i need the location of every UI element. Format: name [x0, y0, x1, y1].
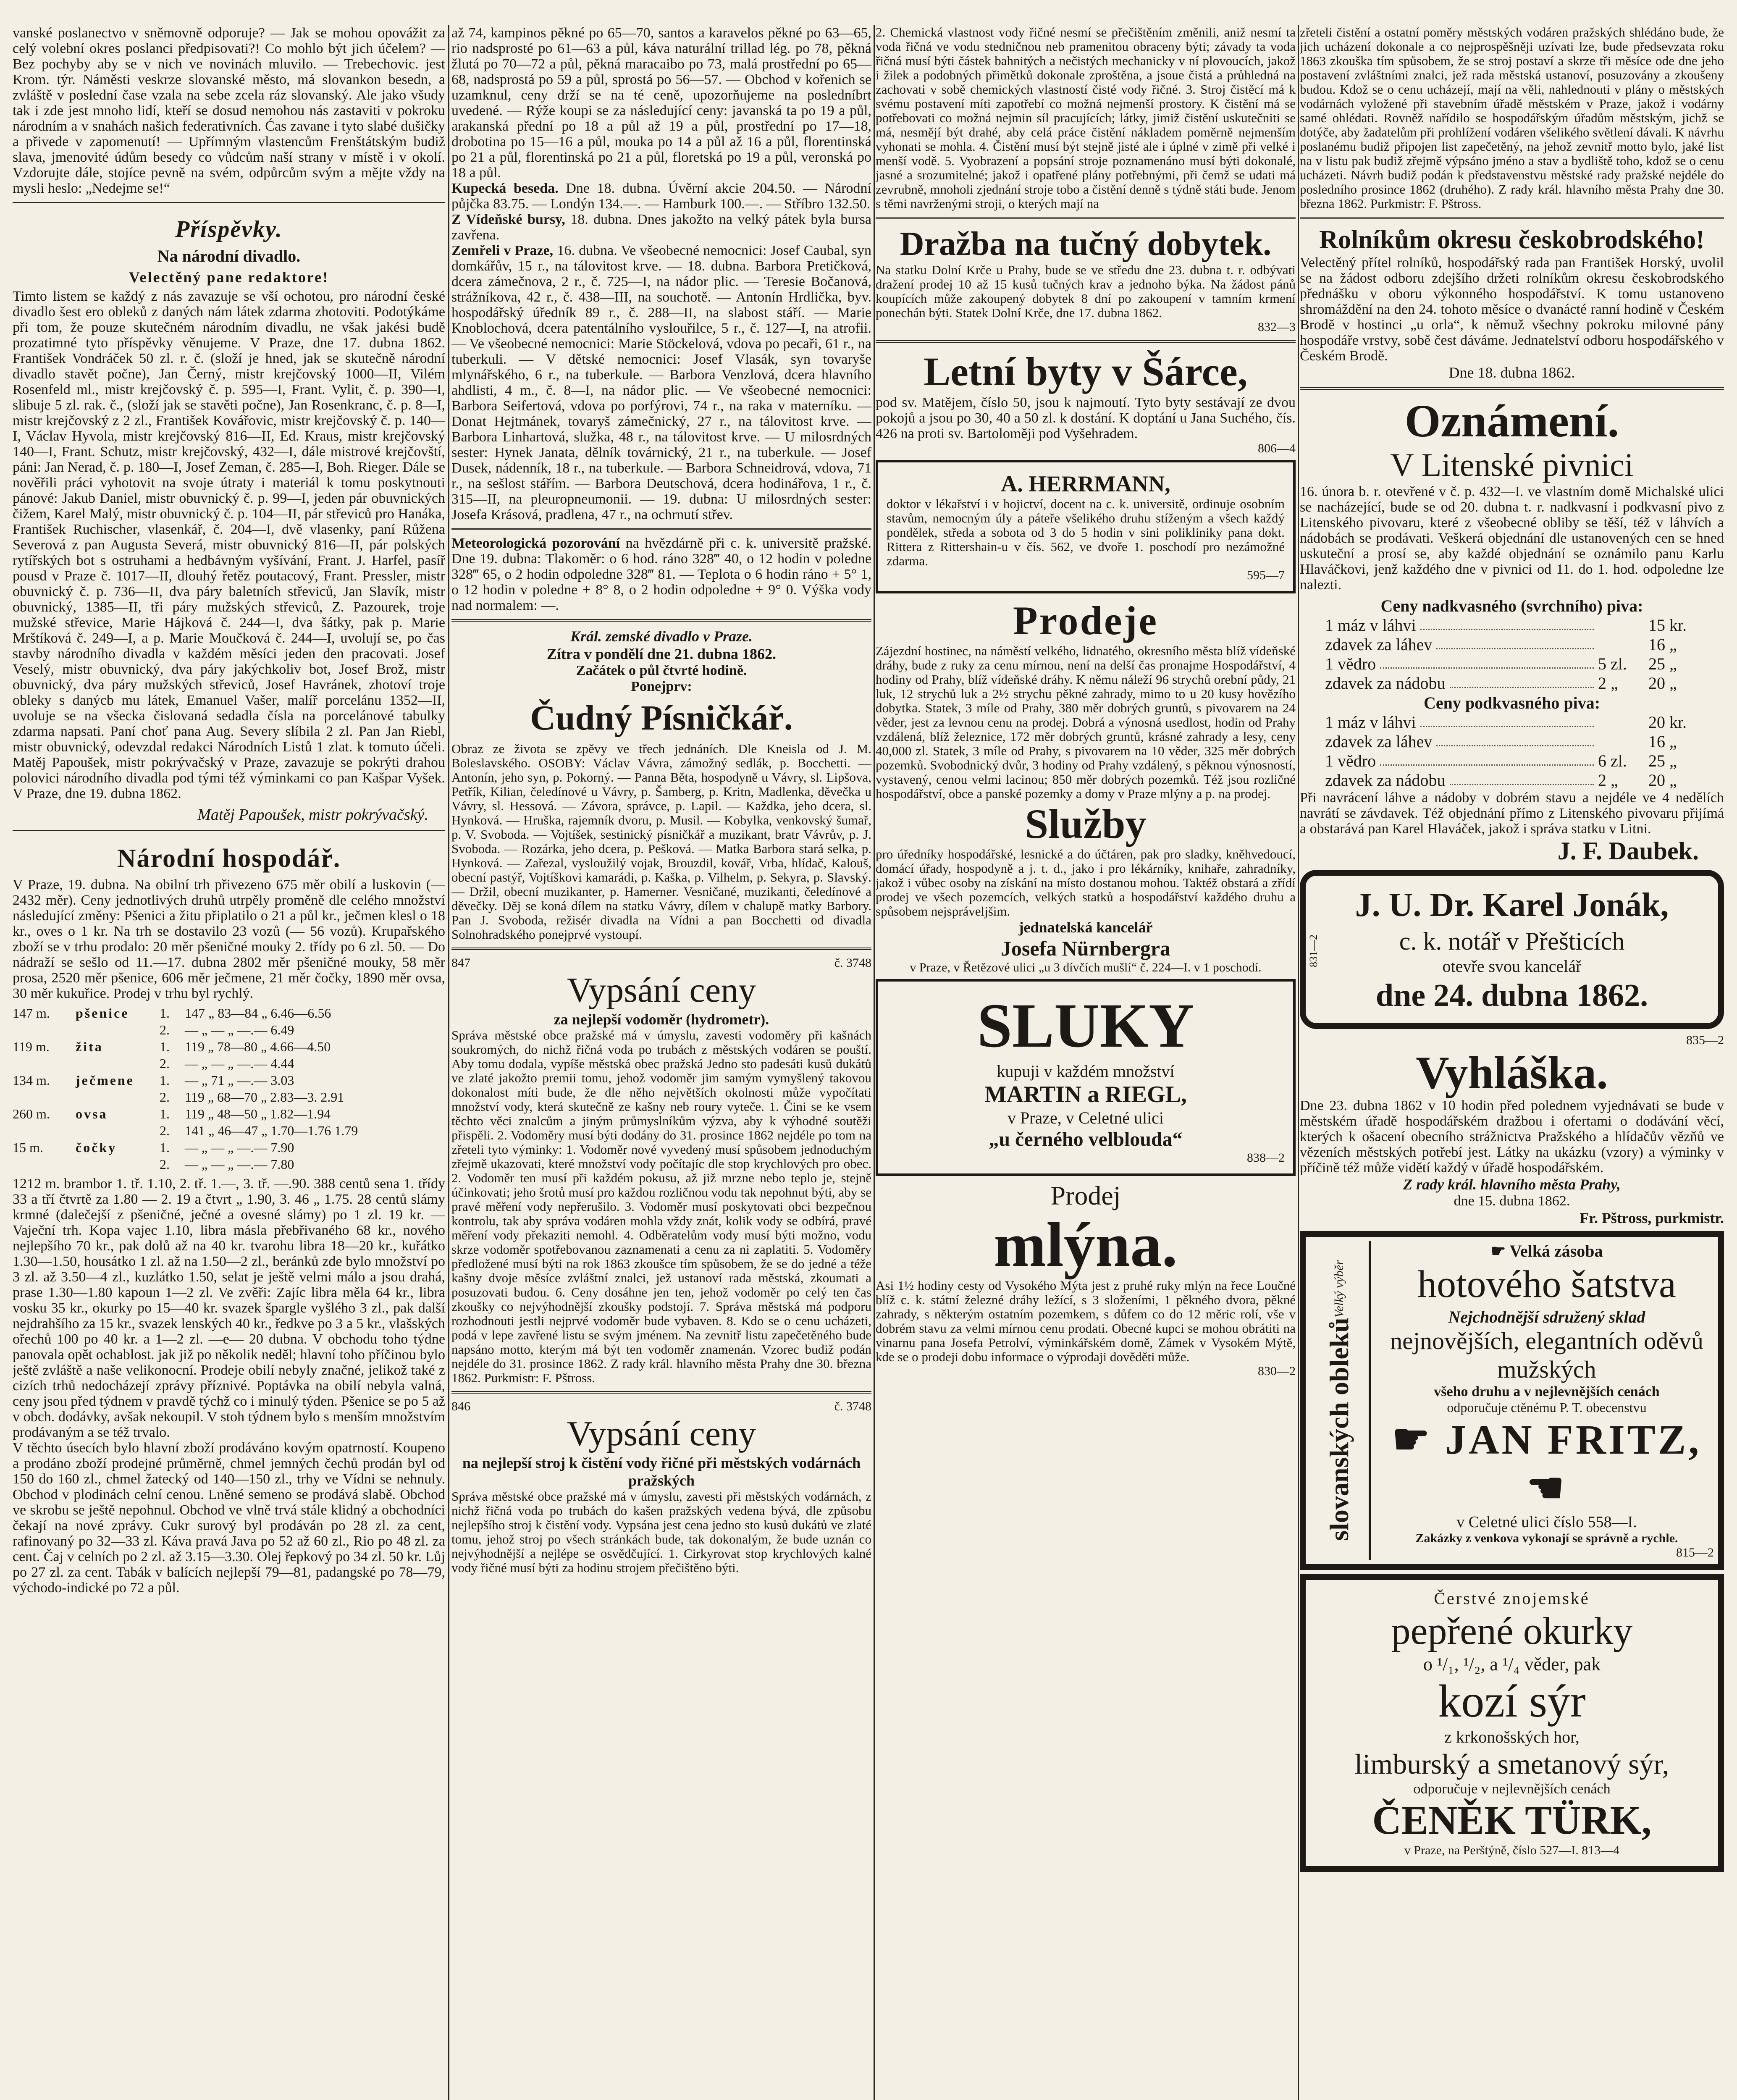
- farmers-date: Dne 18. dubna 1862.: [1448, 364, 1575, 381]
- divider: [13, 830, 445, 831]
- theatre-cast: Obraz ze života se zpěvy ve třech jednáních. Dle Kneisla od J. M. Boleslavského. OSOBY: Václav Vávra, zámožný sedlák, p. Bocchetti. — Antonín, jeho syn, p. Pokorný. — Panna Běta, hospodyně u Vávry, sl. Lipšova, Petřík, Kilian, čeledínové u Vávry, p. Šamberg, p. Kritn, Madlenka, děvečka u Vávry, sl. Hessová. — Závora, správce, p. Lapil. — Každka, jeho dcera, sl. Hynková. — Hruška, rajemník dvoru, p. Musil. — Kobylka, venkovský šumař, p. V. Svoboda. — Vojtíšek, sestinický písničkář a muzikant, bratr Vávrův, p. J. Svoboda. — Rozárka, jeho dcera, p. Pešková. — Matka Barbora stará selka, p. Hynková. — Zařezal, vysloužilý vojak, Brouzdil, kovář, Vrba, hlídač, Kalouš, obecní pastýř, Vojtíškovi kamarádi, p. Kaška, p. Vilhelm, p. Sekyra, p. Slavský. — Držil, obecní muzikanter, p. Hamerner. Vesničané, muzikanti, čeledínové a děvečky. Děj se koná dílem na statku Vávry, dílem v chalupě matky Barbory. Pan J. Svoboda, režisér divadla na Vídni a pan Bocchetti od divadla Solnohradského ponejprvé vystoupí.: [451, 741, 871, 942]
- donations-text: Timto listem se každý z nás zavazuje se vší ochotou, pro národní české divadlo šest ero obleků z daných nám látek zdarma zhotoviti. Podotýkáme při tom, že pouze skutečném národním divadlu, ne však jakési budě prozatimné tyto příspěvky věnujeme. V Praze, dne 17. dubna 1862. František Vondráček 50 zl. r. č. (složí je hned, jak se skutečně národní divadlo stavět počne), Jan Černý, mistr krejčovský 1000—II, Vilém Rosenfeld ml., mistr krejčovský č. p. 595—I, Frant. Vylit, č. p. 390—I, slibuje 5 zl. rak. č., (složí jak se stavěti počne), Jan Rosenkranc, č. p. 8—I, mistr krejčovský z 2 zl., František Kovářovic, mistr krejčovský č. p. 140—I, Václav Hyvola, mistr krejčovský 816—II, Ed. Kraus, mistr krejčovský 140—I, Frant. Schutz, mistr krejčovský, 432—I, dále mistrové krejčovští, páni: Jan Nerad, č. p. 180—I, Josef Zeman, č. 285—I, Boh. Rieger. Dále se nověřili práci vyhotovit na svoje útraty i materiál k tomu poskytnouti pánové: Jakub Daniel, mistr obuvnický č. p. 99—I, jeden pár obuvnických čižem, Karel Malý, mistr obuvnický č. p. 104—II, pár střeviců pro Hanáka, František Ruchischer, vlasenkář, č. 204—I, dvě vlasenky, paní Růžena Severová z pan Augusta Severá, mistr obuvnický 816—II, pár polských rytířských bot s ostruhami a hedbávným vyšívání, Frant. J. Harfel, pasíř pousd v Praze č. 1017—II, dlouhý řetěz poutacový, Frant. Pressler, mistr obuvnický č. p. 736—II, dva páry baletních střeviců, Jan Slavík, mistr obuvnický, 1385—II, tři páry mužských střeviců, Z. Pazourek, troje mužské střevice, Marie Hájková č. 244—I, dva šátky, pak p. Marie Mrštíková č. 249—I, a p. Marie Moučková č. 244—I, uvolují se, po čas stavby národního divadla v každém měsíci jeden den pracovati. Josef Veselý, mistr obuvnický, dva páry jakýchkoliv bot, Josef Brož, mistr obuvnický, dva páry mužských střeviců, Josef Havránek, zhotoví troje obleky s danýcb mu látek, Emanuel Vašer, malíř porcelánu 1352—II, uvoluje se na všecka čislovaná sedadla čísla na porcelánové tabulky zdarma napsati. Paní choť pana Aug. Severy slíbila 2 zl. Pan Jan Riebl, mistr obuvnický, odevzdal redakci Národních Listů 1 zlat. k tomuto účeli. Matěj Papoušek, mistr pokrývačský v Praze, zavazuje se pokrýti drahou polovici národního divadla pod tými též výminkami co pan Kašpar Vyšek. V Praze, dne 19. dubna 1862.: [13, 289, 445, 801]
- mill-text: Asi 1½ hodiny cesty od Vysokého Mýta jest z pruhé ruky mlýn na řece Loučné blíž c. k. státní železné dráhy ležící, s 3 složeními, 1 pěkného dvora, pěkné zahrady, s některým ostatním pozemkem, s důfem co do 12 měric rolí, vše v dobrém stavu za velmi mírnou cenu prodati. Obecné kupci se mohou obrátiti na vinarnu pana Josefa Petrolví, výminkářském domě, Zámek v Vysokém Mýtě, kde se o prodeji dobu informace o výprodaji dověděti může.: [876, 1278, 1296, 1364]
- ad-number: 595—7: [1247, 568, 1285, 582]
- pointing-hand-icon: ☚: [1527, 1465, 1567, 1512]
- ad-number-row: 847 č. 3748: [451, 956, 871, 970]
- table-row: 2. 141 „ 46—47 „ 1.70—1.76 1.79: [160, 1123, 358, 1138]
- agency-title: jednatelská kancelář: [1018, 919, 1153, 936]
- agency-address: v Praze, v Řetězové ulici „u 3 dívčích mušlí“ č. 224—I. v 1 poschodí.: [910, 961, 1262, 974]
- clothes-head: ☛ Velká zásoba: [1490, 1242, 1603, 1260]
- notice-tail: Při navrácení láhve a nádoby v dobrém stavu a nejdéle ve 4 nedělích navrátí se závdavek. Též objednání přímo z Litenského pivovaru přijímá a obstarává pan Karel Hlaváček, jakož i správa statku v Litni.: [1300, 790, 1724, 837]
- exchange-title: Kupecká beseda.: [451, 181, 559, 196]
- sluky-text: kupuji v každém množství: [997, 1062, 1175, 1081]
- table-row: 260 m. ovsa 1. 119 „ 48—50 „ 1.82—1.94: [13, 1106, 331, 1121]
- doctor-name: A. HERRMANN,: [1001, 471, 1170, 496]
- decree-mayor: Fr. Pštross, purkmistr.: [1580, 1210, 1724, 1226]
- column-rule: [1298, 25, 1299, 2100]
- column-rule: [448, 25, 449, 2100]
- market-report: V Praze, 19. dubna. Na obilní trh přivezeno 675 měr obilí a luskovin (— 2432 měr). Ceny jednotlivých druhů utrpěly proměně dle celého množství následující změny: Pšenici a žitu připlatilo o 21 a půl kr., ječmen klesl o 18 kr., oves o 1 kr. Na trh se dostavilo 23 vozů (— 56 vozů). Krupařského zboží se v trhu prodalo: 20 měr pšeničné mouky 2. třídy po 6 zl. 50. — Do nádraží se sešlo od 11.—17. dubna 2802 měr pšeničné mouky, 58 měr prosa, 2520 měr pšenice, 606 měr ječmene, 21 měr čočky, 1890 měr ovsa, 30 měr kukuřice. Prodej v trhu byl rychlý.: [13, 877, 445, 1001]
- pickles-title: pepřené okurky: [1391, 1609, 1633, 1652]
- sluky-title: SLUKY: [977, 991, 1194, 1060]
- divider: [451, 1391, 871, 1394]
- divider: [876, 217, 1296, 219]
- decree-title: Vyhláška.: [1416, 1047, 1608, 1098]
- market-report-end: V těchto úsecích bylo hlavní zboží prodáváno kovým opatrností. Koupeno a prodáno zboží prodejné průměrně, chmel jemných čechů prodán byl od 150 do 160 zl., chmel žatecký od 140—150 zl., trhy ve Vídni se nehnuly. Obchod v plodinách celní cenou. Lněné semeno se prodává slabě. Obchod ve skrobu se ještě nepohnul. Obchod ve vlně trvá stále klidný a obchodníci čekají na nové zprávy. Cukr surový byl prodáván po 28 zl. za cent, rafinovaný po 32—33 zl. Káva pravá Java po 52 až 60 zl., Rio po 48 zl. za cent. Čaj v celních po 2 zl. až 3.15—3.30. Olej řepkový po 34 zl. 50 kr. Lůj po 27 zl. za cent. Tabák v balících nejlepší 79—81, padangské po 78—79, východo-indické po 72 a půl.: [13, 1440, 445, 1596]
- ad-number: 806—4: [1258, 441, 1296, 455]
- price-row: zdavek za láhev 16 „: [1325, 732, 1677, 751]
- sales-title: Prodeje: [1013, 598, 1159, 643]
- auction-text: Na statku Dolní Krče u Prahy, bude se ve středu dne 23. dubna t. r. odbývati dražení prodej 10 až 15 kusů tučných krav a jednoho býka. Na žádost pánů koupících může zakoupený dobytek 8 dní po zakoupení v tamním krmení ponechán býti. Statek Dolní Krče, dne 17. dubna 1862.: [876, 262, 1296, 320]
- notary-title: c. k. notář v Přešticích: [1399, 927, 1625, 955]
- meteo-report: Meteorologická pozorování na hvězdárně při c. k. universitě pražské. Dne 19. dubna: Tlakoměr: o 6 hod. ráno 328‴ 40, o 12 hodin v poledne 328‴ 65, o 2 hodin odpoledne 328‴ 81. — Teplota o 6 hodin ráno + 5° 1, o 12 hodin v poledne + 8° 8, o 2 hodin odpoledne + 9° 0. Výška vody nad normalem: —.: [451, 536, 871, 613]
- theatre-title: Král. zemské divadlo v Praze.: [570, 628, 753, 645]
- notice-text: 16. února b. r. otevřené v č. p. 432—I. ve vlastním domě Michalské ulici se nacházející, bude se od 20. dubna t. r. nadkvasní i podkvasní pivo z Litenského pivovaru, které z všeobecné obliby se těší, též v láhvích a nádobách se prodávati. Veškerá objednání dle ustanovených cen se hned uskuteční a prosí se, aby každé objednání se oznámilo panu Karlu Hlaváčkovi, jenž každého dne v pivnici od 11. do 1. hod. odpoledne lze nalezti.: [1300, 484, 1724, 593]
- vienna-report: Z Vídeňské bursy, 18. dubna. Dnes jakožto na velký pátek byla bursa zavřena.: [451, 212, 871, 243]
- farmers-title: Rolníkům okresu českobrodského!: [1319, 226, 1705, 254]
- price-row: 1 vědro 5 zl. 25 „: [1325, 654, 1677, 673]
- divider: [13, 202, 445, 203]
- column-2: [451, 25, 871, 2100]
- exchange-report: Kupecká beseda. Dne 18. dubna. Úvěrní akcie 204.50. — Národní půjčka 83.75. — Londýn 134.—. — Hamburk 100.—. — Stříbro 132.50.: [451, 181, 871, 212]
- ad-number: 830—2: [1258, 1364, 1296, 1378]
- price-list: [1300, 616, 1724, 693]
- decree-text: Dne 23. dubna 1862 v 10 hodin před polednem vyjednávati se bude v městském úřadě hospodářském dražbou i ofertami o dodávání věcí, kterých k ošacení obecního strážnictva Pražského a hlídačův vězňů ve vězeních městských potřebí jest. Látky na ukázku (vzory) a výminky v příčině též může vidětí každý v úřadě hospodářském.: [1300, 1098, 1724, 1176]
- ad-number: 815—2: [1676, 1546, 1714, 1559]
- table-row: 134 m. ječmene 1. — „ 71 „ —.— 3.03: [13, 1073, 294, 1088]
- signature: Matěj Papoušek, mistr pokrývačský.: [197, 806, 428, 824]
- clothes-main: [1380, 1241, 1714, 1560]
- deaths-report: Zemřeli v Praze, 16. dubna. Ve všeobecné nemocnici: Josef Caubal, syn domkářův, 15 r., na tálovitost krve. — 18. dubna. Barbora Pretičková, dcera zámečnova, 2 r., č. 725—I, na nádor plic. — Teresie Bočanová, strážníkova, 42 r., č. 438—III, na souchotě. — Antonín Hrdlička, byv. hospodářský úředník 89 r., č. 288—II, na slabost stáří. — Marie Knoblochová, dcera patentálního vyslouřilce, 5 r., č. 127—I, na atrofii. — Ve všeobecné nemocnici: Marie Stöckelová, vdova po pecaři, 61 r., na tuberkuli. — V dětské nemocnici: Josef Vlasák, syn tovaryše mlynářského, 6 r., na tuberkule. — Barbora Venzlová, dcera hlavního ahdlisti, 4 m., č. 8—I, na nádor plic. — Ve všeobecné nemocnici: Barbora Seifertová, vdova po porfýrovi, 74 r., na raka v materníku. — Donat Hejtmánek, tovaryš zámečnický, 27 r., na tálovitost krve. — Barbora Linhartová, služka, 48 r., na tálovitost krve. — U milosrdných sester: Hynek Janata, dělník továrnický, 21 r., na tuberkule. — Josef Dusek, nádenník, 18 r., na tuberkule. — Barbora Schneidrová, vdova, 71 r., na sešlost stářím. — Barbora Deutschová, dcera hodinářova, 1 r., č. 315—II, na pleuropneumonii. — 19. dubna: U milosrdných sester: Josefa Krásová, pradlena, 47 r., na ochrnutí střev.: [451, 243, 871, 522]
- divider: [451, 948, 871, 950]
- doctor-ad: [876, 460, 1296, 593]
- sluky-sign: „u černého velblouda“: [989, 1128, 1183, 1150]
- price-heading: Ceny podkvasného piva:: [1423, 693, 1601, 712]
- price-list: [1300, 713, 1724, 790]
- pointing-hand-icon: ☛: [1392, 1416, 1446, 1463]
- market-table: [13, 1005, 445, 1173]
- clothes-note: Zakázky z venkova vykonají se správně a rychle.: [1415, 1531, 1678, 1545]
- sluky-ad: [876, 979, 1296, 1176]
- prize-subtitle: na nejlepší stroj k čistění vody řičné při městských vodárnách pražských: [462, 1454, 861, 1489]
- pickles-more: limburský a smetanový sýr,: [1354, 1748, 1669, 1780]
- prize-subtitle: za nejlepší vodoměr (hydrometr).: [554, 1011, 769, 1028]
- prize-text: Správa městské obce pražské má v úmyslu, zavesti při městských vodárnách, z nichž řičná voda po trubách do kašen pražských vedena bývá, dle způsobu nejlepšího stroj k čistění vody. Vypsána jest cena jedno sto kusů dukátů ve zlaté tomu, jehož stroj po všech stránkách bude, tak dokonalým, že bude uznán co nejvýhodnější a nejlépe se osvědčující. 1. Cirkyrovat stop krychlových kalné vody řičné musí býti za hodinu strojem přečištěno býti.: [451, 1489, 871, 1575]
- meteo-title: Meteorologická pozorování: [451, 536, 620, 551]
- pickles-from: z krkonošských hor,: [1444, 1727, 1580, 1746]
- clothes-address: v Celetné ulici číslo 558—I.: [1456, 1513, 1637, 1531]
- notary-date: dne 24. dubna 1862.: [1375, 978, 1648, 1013]
- prize-conditions: 2. Chemická vlastnost vody řičné nesmí se přečištěním změnili, aniž nesmí ta voda řičná ve vodu stedničnou neb pramenitou obraceny býti; závady ta voda řičná musí býti částek bahnitých a nečistých mechanicky v ní plovoucích, jakož i žilek a podobných přimětků dokonale zproštěna, a jsoue čistá a průhledná na zachovati v sobě chemických vlastností čisté vody řičné. 3. Stroj čistěcí má k svému postavení míti zapotřebí co možná nejmenší prostory. K čistění má se potřebovati co možná nejmin síl pracujících; látky, jimiž čistění uskutečniti se má, nesmějí být drahé, aby celá práce čistění nákladem poměrně nejmenším vyhonati se mohla. 4. Čistění musí být stejně jisté ale i úplné v zimě při velké i menší vodě. 5. Vyobrazení a popsání stroje poznamenáno musí býti dokonalé, jasné a srozumitelné; jakož i opatřené plány potřebnými, při čemž se udati má zevrubně, mnoholi zjednání stroje tobo a čistění denně s týdně státi bude. Jenom s těmi navrženými stroji, o kterých mají na: [876, 25, 1296, 211]
- market-continued: až 74, kampinos pěkné po 65—70, santos a karavelos pěkné po 63—65, rio nadsprosté po 61—63 a půl, káva naturální trillad lég. po 78, pěkná žlutá po 70—72 a půl, pěkná maracaibo po 73, malá prostřední po 65—68, nadsprostá po 59 a půl, sprostá po 56—57. — Obchod v kořenich se uzamknul, ceny drží se na té ceně, upozorňujeme na posledníbrt uvedené. — Rýže koupi se za následující ceny: javanská ta po 19 a půl, arakanská přední po 18 a půl až 19 a půl, prostřední po 17—18, drobotina po 15—16 a půl, mouka po 14 a půl až 16 a půl, florentinská po 21 a půl, florentinská po 21 a půl, floretská po 19 a půl, veronská po 18 a půl.: [451, 25, 871, 181]
- pickles-ad: [1300, 1574, 1724, 1872]
- ad-number: 832—3: [1258, 320, 1296, 334]
- table-row: 147 m. pšenice 1. 147 „ 83—84 „ 6.46—6.56: [13, 1005, 331, 1021]
- price-row: zdavek za nádobu 2 „ 20 „: [1325, 771, 1677, 790]
- divider: [451, 528, 871, 530]
- notary-ad: [1300, 870, 1724, 1029]
- sales-text: Zájezdní hostinec, na náměstí velkého, lidnatého, okresního města blíž vídeňské dráhy, bude z ruky za cenu mírnou, není na delší čas pronajme Hospodářství, 4 hodiny od Prahy, blíž vídeňské dráhy. K němu náleží 96 strychů orební půdy, 21 luk, 12 strychů luk a 2½ strychu pěkné zahrady, mimo to u 20 kusy hovězího dobytka. Statek, 3 míle od Prahy, 380 měr dobrých gruntů, s pivovarem na 24 věder, jest za levnou cenu na prodej. Dobrá a výnosná usedlost, hodin od Prahy vzdálená, blíž železnice, 172 měr dobrých gruntů, krásné zahrady a lesy, ceny 40,000 zl. Statek, 3 míle od Prahy, s pivovarem na 10 věder, 325 měr dobrých pozemků. Svobodnický dvůr, 3 hodiny od Prahy vzdálený, s pěknou výnosností, vystavený, cenou velmi lacinou; 850 měr dobrých pozemků. Též jsou rozličné hospodářství, obce a panské pozemky a domy v Praze mlýny a p. na prodej.: [876, 643, 1296, 801]
- clothes-name: ☛ JAN FRITZ, ☚: [1392, 1416, 1702, 1512]
- mill-pretitle: Prodej: [1050, 1181, 1121, 1210]
- farmers-text: Velectěný přítel rolníků, hospodářský rada pan František Horský, uvolil se na žádost odboru zdejšího držeti rolníkům okresu českobrodského přednášku v oboru výkonného hospodářství. K tomu ustanoveno shromáždění na den 24. tohoto měsíce o dvanácté ranní hodině v Českém Brodě v hostinci „u orla“, k němuž všechny pokroku milovné pány hospodáře vrstvy, sobě čest dáváme. Jednatelství odboru hospodářského v Českém Brodě.: [1300, 255, 1724, 364]
- column-1: [13, 25, 445, 2100]
- table-row: 15 m. čočky 1. — „ — „ —.— 7.90: [13, 1140, 294, 1155]
- article-continued: vanské poslanectvo v sněmovně odporuje? — Jak se mohou opovážit za celý volební okres poslanci předpisovati?! Co mohlo být jich účelem? — Bez pochyby aby se v nich ve novinách mluvilo. — Trebechovic. jest Krom. týr. Náměsti veskrze slovanské město, má slovankon besedn, a zvláště v poslední čase vzala na sebe zcela ráz slovanský. Ale jako všudy tak i zde jest mnoho lidí, kteří se dosud nemohou nás zastaviti v pokroku národním a v snahách našich federativních. Ćas zavane i tyto slabé dušičky a přivede v zapomenutí! — Upřímným vlastencům Frenštátským budiž slava, jmenovité údům besedy co vůdcům naší strany v místě i v okolí. Vzdorujte dále, stojíce pevně na svém, odpůrcům svým a mějte vždy na mysli heslo: „Nedejme se!“: [13, 25, 445, 196]
- theatre-play-title: Čudný Písničkář.: [530, 698, 793, 738]
- pointing-hand-icon: ☛: [1490, 1242, 1510, 1260]
- table-row: 2. — „ — „ —.— 6.49: [160, 1022, 294, 1037]
- price-row: zdavek za nádobu 2 „ 20 „: [1325, 674, 1677, 693]
- sluky-firm: MARTIN a RIEGL,: [984, 1082, 1187, 1108]
- divider: [1300, 387, 1724, 390]
- column-rule: [874, 25, 875, 2100]
- notice-signature: J. F. Daubek.: [1557, 837, 1699, 865]
- decree-date: dne 15. dubna 1862.: [1454, 1193, 1570, 1209]
- ad-number: 835—2: [1686, 1033, 1724, 1047]
- notary-name: J. U. Dr. Karel Jonák,: [1355, 887, 1669, 924]
- salutation: Velectěný pane redaktore!: [129, 269, 329, 286]
- price-row: 1 máz v láhvi 15 kr.: [1325, 616, 1687, 635]
- ad-number-row: 846 č. 3748: [451, 1399, 871, 1413]
- decree-sign: Z rady král. hlavního města Prahy,: [1403, 1176, 1621, 1193]
- divider: [1300, 217, 1724, 219]
- summer-flats-title: Letní byty v Šárce,: [924, 349, 1248, 394]
- market-report-continued: 1212 m. brambor 1. tř. 1.10, 2. tř. 1.—, 3. tř. —.90. 388 centů sena 1. třídy 33 a tří čtvrtě za 1.80 — 2. 19 a čtvrt „ 1.90, 3. 46 „ 1.75. 28 centů slámy krmné (dalečejší z pšeničné, ječné a ovesné slámy) po 1 zl. 19 kr. — Vaječní trh. Kopa vajec 1.10, libra másla přebřivaného 68 kr., nového nejlepšího 70 kr., pak dolů až na 40 kr. tvarohu libra 18—20 kr., kuřátko 1.30—1.50, housátko 1 zl. až na 1.50—2 zl., beránků zde bylo množství po 3 zl. až 3.50—4 zl., kuzlátko 1.50, selat je ještě velmi málo a jsou drahá, prase 1.30—1.80 kapoun 1—2 zl. Ve zvěři: Zajíc libra měla 64 kr., libra vosku 35 kr., okurky po 15—40 kr. svazek špargle vyšlého 3 zl., pak další nejdrahšího za 15 kr., svazek lenských 40 kr., ředkve po 3 a 5 kr., vlašských ořechů 100 po 40 kr. a 1—2 zl. —e— 20 dubna. V obchodu toho týdne panovala opět ochablost. jak již po několik neděl; hlavní toho příčinou bylo ještě zvláště a naše velikonocní. Prodeje obilí nebyly značné, jelikož také z cizích trhů nedocházejí zprávy příznivé. Poptávka na obilí nebyla valná, ceny jsou před týdnem v pravdě týchž co i minulý týden. Pšenice se po 5 až v obch. dodávky, avšak nekoupil. V stoh týdnem bylo s menším množstvím prodávaným a se též trvalo.: [13, 1176, 445, 1440]
- section-subtitle: Na národní divadlo.: [157, 247, 301, 265]
- ad-number: 838—2: [1247, 1151, 1285, 1165]
- table-row: 119 m. žita 1. 119 „ 78—80 „ 4.66—4.50: [13, 1039, 331, 1054]
- theatre-sub: Ponejprv:: [631, 679, 692, 694]
- notary-text: otevře svou kancelář: [1442, 957, 1582, 976]
- doctor-text: doktor v lékařství i v hojictví, docent na c. k. universitě, ordinuje osobním stavům, nemocným úly a páteře všelikého druhu stíženým a všech každý pondělek, středa a sobota od 3 do 5 hodin v sini polikliniky pana dokt. Rittera z Rittershain-u v čís. 562, ve dvoře 1. poschodí pro nezámožné zdarma.: [887, 496, 1285, 568]
- services-text: pro úředníky hospodářské, lesnické a do účtáren, pak pro sladky, kněhvedoucí, domácí úřady, hospodyně a j. t. d., jako i pro lékárníky, knihaře, zahradníky, jakož i vůbec osoby na získání na místo dostanou mohou. Taktéž obstará a zřídí prodej ve všech pozemcích, velkých statků a hospodářství každého druhu a spůsobem nejspráveljšim.: [876, 847, 1296, 919]
- section-title: Příspěvky.: [175, 216, 283, 242]
- table-row: 2. 119 „ 68—70 „ 2.83—3. 2.91: [160, 1089, 344, 1105]
- price-row: 1 vědro 6 zl. 25 „: [1325, 751, 1677, 770]
- clothes-sub: nejnovějších, elegantních oděvů: [1390, 1327, 1703, 1354]
- pickles-address: v Praze, na Perštýně, číslo 527—I. 813—4: [1404, 1843, 1620, 1857]
- clothes-ad: [1300, 1231, 1724, 1570]
- pickles-rec: odporučuje v nejlevnějších cenách: [1413, 1781, 1611, 1797]
- divider: [451, 619, 871, 622]
- clothes-side: Velký výběr slovanských obleků: [1310, 1241, 1371, 1560]
- prize-title: Vypsání ceny: [567, 1414, 756, 1453]
- pickles-name: ČENĚK TÜRK,: [1372, 1798, 1652, 1843]
- notice-subtitle: V Litenské pivnici: [1390, 446, 1634, 483]
- agency-name: Josefa Nürnbergra: [1000, 937, 1171, 960]
- deaths-title: Zemřeli v Praze,: [451, 243, 554, 258]
- services-title: Služby: [1025, 801, 1147, 847]
- prize-title: Vypsání ceny: [567, 971, 756, 1010]
- vienna-title: Z Vídeňské bursy,: [451, 212, 565, 227]
- column-4: [1300, 25, 1724, 2100]
- column-3: [876, 25, 1296, 2100]
- clothes-sub: odporučuje ctěnému P. T. obecenstvu: [1447, 1400, 1647, 1415]
- mill-title: mlýna.: [994, 1210, 1178, 1280]
- sluky-address: v Praze, v Celetné ulici: [1007, 1108, 1164, 1127]
- price-heading: Ceny nadkvasného (svrchního) piva:: [1380, 596, 1643, 615]
- clothes-sub: Nejchodnější sdružený sklad: [1448, 1307, 1645, 1326]
- theatre-start: Začátek o půl čtvrté hodině.: [576, 663, 747, 678]
- prize-text: Správa městské obce pražské má v úmyslu, zavesti vodoměry při kašnách soukromých, do nichž řičná voda po trubách z městských vodáren se pouští. Aby tomu dodala, vypíše městská obec pražská Jedno sto padesáti kusů dukátů ve zlaté jakožto premii tomu, jehož vodoměr jim samým vymyšlený takovou dokonalost míti bude, že dle něho největších okolnosti může vypočítati množství vody, která skutečně ze kašny neb roury vyteče. 1. Čini se ke vsem těchto věci znalcům a jiným průmyslníkům výzva, aby k výhodné soutěži přispěli. 2. Vodoměry musí býti dodány do 31. prosince 1862 nejdéle po tom na zřeteli tyto výminky: 1. Vodoměr nové vyvedený musí spůsobem jednoduchým zřejmě ukazovati, které množství vody počítajíc dle stop krychlových pro obec. 2. Vodoměr ten musí při každém pokusu, až již mrzne nebo teplo je, stejně účinkovati; jeho šrotů musí pro každou rozličnou vodu tak nepohnut býti, aby se pravé měření vody nepřerušilo. 3. Vodoměr musí poskytovati obci bezpečnou kontrolu, tak aby správa vodáren mohla vždy znát, kolik vody se odbírá, pravé měření vody překaziti nemohl. 4. Odběratelům vody musí býti možno, vodu skrze vodoměr spotřebovanou zaznamenati a cenu za ni zaplatiti. 5. Vodoměry předložené musí býti na rok 1863 zkoušce tím spůsobem, že se do jedné a téže kašny dvoje měsíce zvláštní znalci, jež ustanoví rada městská, zkoumati a posuzovati budou. 6. Ceny dosáhne jen ten, jehož vodoměr po celý ten čas zkoušky co nejvýhodnější zkoušky podstojí. 7. Správa městská má podporu rozhodnouti jestli nejprvé vodoměr bude vybaven. 8. Kdo se o cenu ucházeti, podá v lepe zavřené listu se svým jménem. Na zevnitř listu zapečetěného bude napsáno motto, kterým má být ten vodoměr znamenán. Vzorec budiž podán nejdéle do 31. prosince 1862. Z rady král. hlavního města Prahy dne 30. března 1862. Purkmistr: F. Pštross.: [451, 1028, 871, 1385]
- pickles-cheese: kozí sýr: [1438, 1675, 1586, 1727]
- price-row: 1 máz v láhvi 20 kr.: [1325, 713, 1687, 732]
- auction-title: Dražba na tučný dobytek.: [900, 226, 1272, 262]
- summer-flats-text: pod sv. Matějem, číslo 50, jsou k najmoutí. Tyto byty sestávají ze dvou pokojů a jsou po 30, 40 a 50 zl. k dostání. K doptání u Jana Suchého, čís. 426 na proti sv. Bartoloměji pod Vyšehradem.: [876, 395, 1296, 441]
- pickles-head: Čerstvé znojemské: [1434, 1589, 1590, 1608]
- prize-conditions-end: zřeteli čistění a ostatní poměry městských vodáren pražských shlédáno bude, že jich ucházení dokonale a co nejprospěšněji uzívati lze, bude předsevzata roku 1863 zkouška tím spůsobem, že se stroj postaví a skrze tři měsíce ode dne jeho postavení zvláštními znalci, jež rada městská ustanoví, posuzovány a zkoušeny budou. Kdož se o cenu ucházejí, mají na věli, nahlednouti v plány o městských vodárnách vyložené při stavebním úřadě městském v Praze, jakož i vodárny samé ohlédati. Rovněž nařídilo se hospodářským úřadům městským, jichž se dotýče, aby žadatelům při prohlížení vodáren všelikého světlení dávali. K návrhu poslanému budiž připojen list zapečetěný, na jehož zevnitř motto bylo, jaké list na v listu pak budiž zřejmě výpsáno jméno a stav a bydliště toho, kdož se o cenu ucházeti. Návrh budiž podán k představenstvu městské rady pražské nejdéle do posledního prosince 1862 (druhého). Z rady král. hlavního města Prahy dne 30. března 1862. Purkmistr: F. Pštross.: [1300, 25, 1724, 211]
- table-row: 2. — „ — „ —.— 4.44: [160, 1056, 294, 1071]
- clothes-sub: mužských: [1497, 1356, 1596, 1383]
- clothes-sub: všeho druhu a v nejlevnějších cenách: [1434, 1384, 1660, 1399]
- theatre-date: Zítra v pondělí dne 21. dubna 1862.: [546, 646, 777, 662]
- table-row: 2. — „ — „ —.— 7.80: [160, 1157, 294, 1172]
- price-row: zdavek za láhev 16 „: [1325, 635, 1677, 654]
- section-title: Národní hospodář.: [117, 844, 341, 873]
- ad-number: 831—2: [1307, 934, 1320, 968]
- pickles-text: o ¹/₁, ¹/₂, a ¹/₄ věder, pak: [1423, 1654, 1601, 1675]
- notice-title: Oznámení.: [1404, 395, 1619, 446]
- divider: [876, 340, 1296, 343]
- clothes-title: hotového šatstva: [1417, 1263, 1676, 1305]
